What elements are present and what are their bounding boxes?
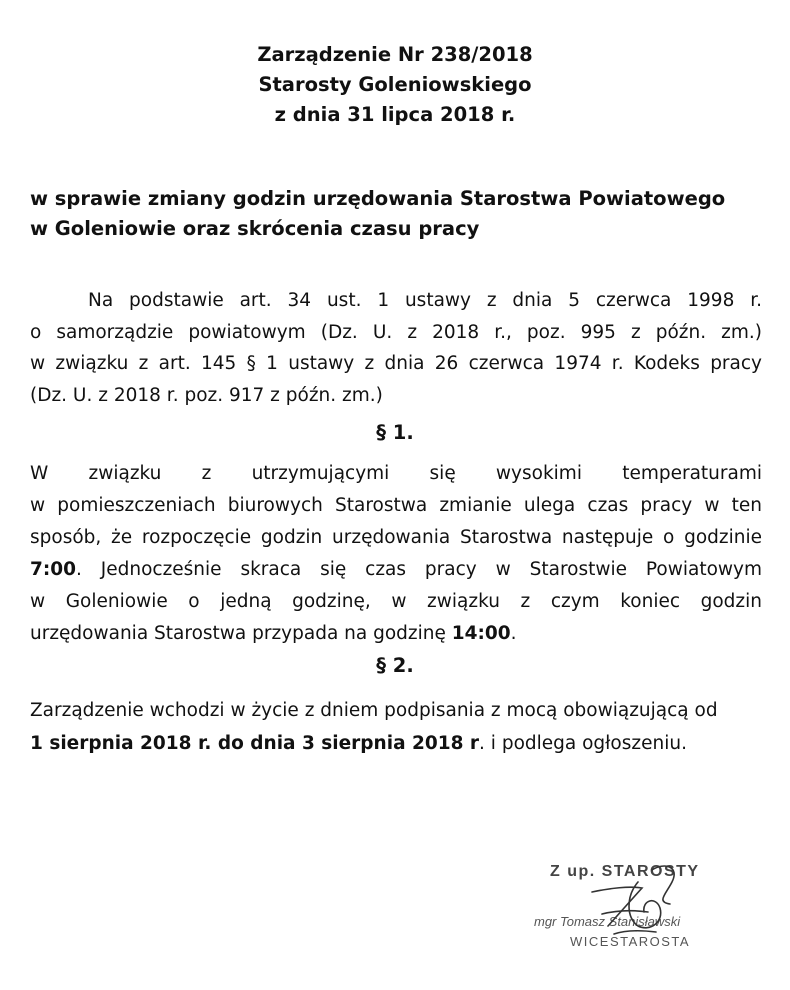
end-time: 14:00 bbox=[451, 623, 511, 644]
order-date: z dnia 31 lipca 2018 r. bbox=[274, 103, 516, 126]
section-2-line-2-rest: . i podlega ogłoszeniu. bbox=[479, 733, 687, 754]
subject-line-2: w Goleniowie oraz skrócenia czasu pracy bbox=[30, 217, 480, 240]
section-1-line-5: w Goleniowie o jedną godzinę, w związku z czym koniec godzin bbox=[30, 591, 762, 612]
stamp-line-3: WICESTAROSTA bbox=[570, 934, 691, 949]
section-2-text bbox=[30, 694, 762, 760]
signature-stamp bbox=[530, 852, 760, 962]
section-1-line-1: W związku z utrzymującymi się wysokimi temperaturami bbox=[30, 463, 762, 484]
document-subject bbox=[30, 184, 760, 244]
section-1-line-6-text: urzędowania Starostwa przypada na godzinę bbox=[30, 623, 452, 644]
subject-line-1: w sprawie zmiany godzin urzędowania Starostwa Powiatowego bbox=[30, 187, 726, 210]
section-1-text bbox=[30, 458, 762, 650]
section-2-heading: § 2. bbox=[376, 654, 414, 677]
section-1-line-6 bbox=[30, 618, 762, 650]
legal-basis-paragraph bbox=[30, 285, 762, 411]
section-1-line-2: w pomieszczeniach biurowych Starostwa zmianie ulega czas pracy w ten bbox=[30, 495, 762, 516]
stamp-line-2: mgr Tomasz Stanisławski bbox=[534, 914, 681, 929]
section-2-line-2 bbox=[30, 727, 762, 760]
section-1-line-4-rest: . Jednocześnie skraca się czas pracy w Starostwie Powiatowym bbox=[76, 559, 762, 580]
start-time: 7:00 bbox=[30, 559, 77, 580]
section-2-line-1: Zarządzenie wchodzi w życie z dniem podpisania z mocą obowiązującą od bbox=[30, 700, 718, 721]
validity-period: 1 sierpnia 2018 r. do dnia 3 sierpnia 2018 r bbox=[30, 733, 480, 754]
legal-basis-line-2: o samorządzie powiatowym (Dz. U. z 2018 r., poz. 995 z późn. zm.) bbox=[30, 321, 762, 343]
issuer: Starosty Goleniowskiego bbox=[258, 73, 532, 96]
document-header bbox=[0, 40, 790, 130]
section-1-heading: § 1. bbox=[376, 421, 414, 444]
section-1-line-4 bbox=[30, 554, 762, 586]
stamp-graphic bbox=[530, 852, 760, 962]
order-number: Zarządzenie Nr 238/2018 bbox=[257, 43, 533, 66]
legal-basis-line-4: (Dz. U. z 2018 r. poz. 917 z późn. zm.) bbox=[30, 384, 383, 406]
section-1-line-3: sposób, że rozpoczęcie godzin urzędowania Starostwa następuje o godzinie bbox=[30, 527, 762, 548]
legal-basis-line-3: w związku z art. 145 § 1 ustawy z dnia 26 czerwca 1974 r. Kodeks pracy bbox=[30, 353, 762, 374]
legal-basis-line-1: Na podstawie art. 34 ust. 1 ustawy z dnia 5 czerwca 1998 r. bbox=[88, 290, 762, 311]
section-1-line-6-end: . bbox=[510, 623, 517, 644]
stamp-line-1: Z up. STAROSTY bbox=[550, 863, 700, 880]
